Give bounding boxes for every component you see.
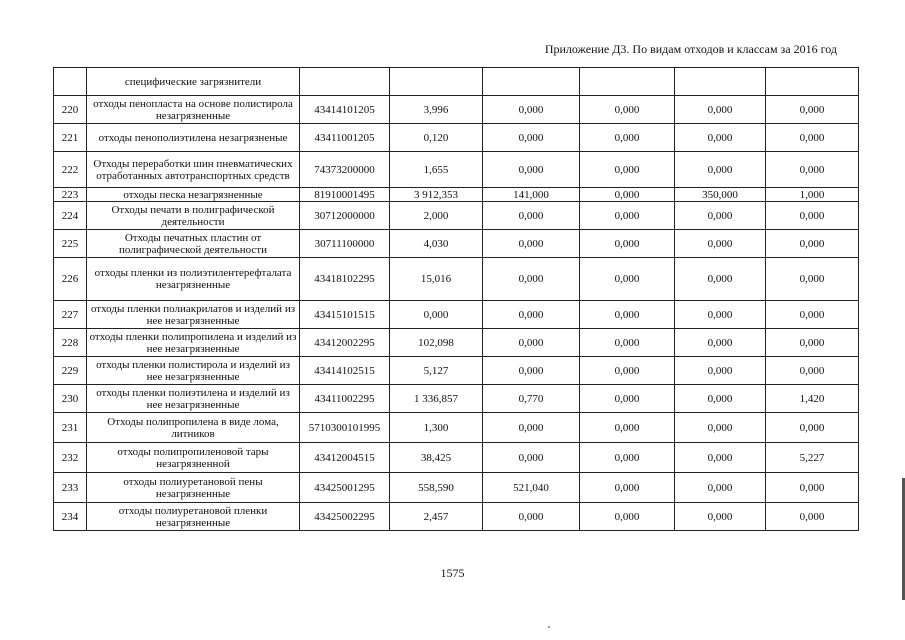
- cell-v1: 1,300: [390, 413, 483, 443]
- cell-name: Отходы печати в полиграфической деятельности: [87, 202, 300, 230]
- table-row: [54, 202, 859, 230]
- cell-num: 233: [54, 473, 87, 503]
- cell-num: 220: [54, 96, 87, 124]
- cell-name: Отходы полипропилена в виде лома, литников: [87, 413, 300, 443]
- cell-v2: 0,000: [483, 202, 580, 230]
- cell-v2: 0,000: [483, 413, 580, 443]
- cell-v5: 0,000: [766, 329, 859, 357]
- cell-v5: 0,000: [766, 357, 859, 385]
- cell-code: 43415101515: [300, 301, 390, 329]
- cell-num: [54, 68, 87, 96]
- cell-name: отходы пленки полистирола и изделий из нее незагрязненные: [87, 357, 300, 385]
- cell-v2: 0,770: [483, 385, 580, 413]
- table-row: [54, 443, 859, 473]
- table-row: [54, 301, 859, 329]
- table-row: [54, 503, 859, 531]
- cell-v4: 0,000: [675, 473, 766, 503]
- cell-v3: 0,000: [580, 202, 675, 230]
- table-row: [54, 329, 859, 357]
- cell-name: отходы полиуретановой пленки незагрязненные: [87, 503, 300, 531]
- cell-v1: 3 912,353: [390, 188, 483, 202]
- cell-name: Отходы печатных пластин от полиграфической деятельности: [87, 230, 300, 258]
- waste-table-body: [54, 68, 859, 531]
- cell-v2: 0,000: [483, 443, 580, 473]
- cell-v4: 0,000: [675, 202, 766, 230]
- cell-v3: 0,000: [580, 258, 675, 301]
- page-number: 1575: [440, 566, 465, 580]
- table-row: [54, 385, 859, 413]
- cell-v1: 0,000: [390, 301, 483, 329]
- cell-name: отходы пенопласта на основе полистирола незагрязненные: [87, 96, 300, 124]
- cell-v2: 0,000: [483, 124, 580, 152]
- cell-v5: 0,000: [766, 258, 859, 301]
- table-row: [54, 473, 859, 503]
- cell-v4: 0,000: [675, 230, 766, 258]
- cell-v3: 0,000: [580, 385, 675, 413]
- cell-v3: 0,000: [580, 188, 675, 202]
- cell-v3: 0,000: [580, 96, 675, 124]
- cell-v5: 0,000: [766, 152, 859, 188]
- cell-v2: 0,000: [483, 230, 580, 258]
- cell-code: [300, 68, 390, 96]
- cell-v3: 0,000: [580, 230, 675, 258]
- cell-num: 224: [54, 202, 87, 230]
- cell-code: 74373200000: [300, 152, 390, 188]
- cell-v4: 0,000: [675, 357, 766, 385]
- cell-v1: [390, 68, 483, 96]
- cell-v2: 0,000: [483, 503, 580, 531]
- cell-v3: 0,000: [580, 357, 675, 385]
- cell-name: отходы пленки полипропилена и изделий из нее незагрязненные: [87, 329, 300, 357]
- cell-v4: 0,000: [675, 301, 766, 329]
- cell-code: 43414102515: [300, 357, 390, 385]
- cell-v1: 0,120: [390, 124, 483, 152]
- cell-v5: 1,420: [766, 385, 859, 413]
- table-row: [54, 413, 859, 443]
- cell-code: 30711100000: [300, 230, 390, 258]
- cell-v2: 0,000: [483, 258, 580, 301]
- cell-v5: 0,000: [766, 301, 859, 329]
- cell-v5: 0,000: [766, 96, 859, 124]
- cell-v2: 0,000: [483, 357, 580, 385]
- table-row: [54, 124, 859, 152]
- cell-v3: 0,000: [580, 503, 675, 531]
- cell-num: 230: [54, 385, 87, 413]
- table-row: [54, 258, 859, 301]
- cell-v2: 521,040: [483, 473, 580, 503]
- cell-code: 43425001295: [300, 473, 390, 503]
- cell-num: 229: [54, 357, 87, 385]
- cell-num: 228: [54, 329, 87, 357]
- cell-v3: 0,000: [580, 413, 675, 443]
- cell-name: отходы пленки полиэтилена и изделий из нее незагрязненные: [87, 385, 300, 413]
- cell-v1: 3,996: [390, 96, 483, 124]
- cell-name: отходы полиуретановой пены незагрязненные: [87, 473, 300, 503]
- cell-v3: 0,000: [580, 329, 675, 357]
- cell-code: 43414101205: [300, 96, 390, 124]
- cell-v2: [483, 68, 580, 96]
- cell-v5: 0,000: [766, 202, 859, 230]
- cell-v1: 102,098: [390, 329, 483, 357]
- scan-dot: [548, 626, 550, 628]
- cell-v4: 0,000: [675, 258, 766, 301]
- cell-v3: 0,000: [580, 152, 675, 188]
- cell-code: 81910001495: [300, 188, 390, 202]
- cell-v4: 0,000: [675, 96, 766, 124]
- cell-num: 234: [54, 503, 87, 531]
- cell-code: 43412004515: [300, 443, 390, 473]
- cell-v1: 1,655: [390, 152, 483, 188]
- cell-num: 226: [54, 258, 87, 301]
- cell-code: 43411001205: [300, 124, 390, 152]
- table-row: [54, 357, 859, 385]
- cell-num: 221: [54, 124, 87, 152]
- cell-v1: 15,016: [390, 258, 483, 301]
- cell-v5: 0,000: [766, 230, 859, 258]
- cell-v2: 0,000: [483, 329, 580, 357]
- cell-num: 227: [54, 301, 87, 329]
- cell-v4: 0,000: [675, 443, 766, 473]
- cell-name: отходы полипропиленовой тары незагрязненной: [87, 443, 300, 473]
- cell-name: отходы песка незагрязненные: [87, 188, 300, 202]
- cell-code: 43412002295: [300, 329, 390, 357]
- cell-v5: 0,000: [766, 473, 859, 503]
- cell-name: Отходы переработки шин пневматических отработанных автотранспортных средств: [87, 152, 300, 188]
- cell-v5: 0,000: [766, 413, 859, 443]
- cell-num: 223: [54, 188, 87, 202]
- cell-v5: 1,000: [766, 188, 859, 202]
- table-row: [54, 152, 859, 188]
- cell-num: 232: [54, 443, 87, 473]
- cell-v3: 0,000: [580, 124, 675, 152]
- cell-name: отходы пенополиэтилена незагрязненые: [87, 124, 300, 152]
- table-row: [54, 96, 859, 124]
- cell-v4: [675, 68, 766, 96]
- cell-name: отходы пленки из полиэтилентерефталата незагрязненные: [87, 258, 300, 301]
- waste-table: [53, 67, 859, 531]
- table-row: [54, 230, 859, 258]
- cell-v1: 558,590: [390, 473, 483, 503]
- cell-v4: 0,000: [675, 152, 766, 188]
- cell-v5: 0,000: [766, 124, 859, 152]
- cell-code: 43418102295: [300, 258, 390, 301]
- cell-num: 225: [54, 230, 87, 258]
- cell-name: специфические загрязнители: [87, 68, 300, 96]
- cell-code: 5710300101995: [300, 413, 390, 443]
- cell-v1: 2,000: [390, 202, 483, 230]
- cell-v2: 0,000: [483, 96, 580, 124]
- table-row: [54, 68, 859, 96]
- cell-v1: 1 336,857: [390, 385, 483, 413]
- cell-v1: 5,127: [390, 357, 483, 385]
- cell-v5: [766, 68, 859, 96]
- cell-code: 43425002295: [300, 503, 390, 531]
- cell-v3: 0,000: [580, 443, 675, 473]
- cell-v4: 350,000: [675, 188, 766, 202]
- cell-v4: 0,000: [675, 124, 766, 152]
- cell-name: отходы пленки полиакрилатов и изделий из нее незагрязненные: [87, 301, 300, 329]
- table-row: [54, 188, 859, 202]
- cell-v3: 0,000: [580, 301, 675, 329]
- cell-code: 43411002295: [300, 385, 390, 413]
- cell-v4: 0,000: [675, 503, 766, 531]
- cell-v5: 5,227: [766, 443, 859, 473]
- cell-code: 30712000000: [300, 202, 390, 230]
- cell-v5: 0,000: [766, 503, 859, 531]
- cell-v1: 2,457: [390, 503, 483, 531]
- cell-v3: 0,000: [580, 473, 675, 503]
- cell-v1: 4,030: [390, 230, 483, 258]
- cell-v3: [580, 68, 675, 96]
- cell-v2: 0,000: [483, 152, 580, 188]
- page-header-title: Приложение Д3. По видам отходов и классам за 2016 год: [544, 42, 837, 56]
- cell-v1: 38,425: [390, 443, 483, 473]
- cell-num: 231: [54, 413, 87, 443]
- cell-v4: 0,000: [675, 329, 766, 357]
- cell-v2: 141,000: [483, 188, 580, 202]
- cell-v4: 0,000: [675, 413, 766, 443]
- cell-v4: 0,000: [675, 385, 766, 413]
- cell-v2: 0,000: [483, 301, 580, 329]
- cell-num: 222: [54, 152, 87, 188]
